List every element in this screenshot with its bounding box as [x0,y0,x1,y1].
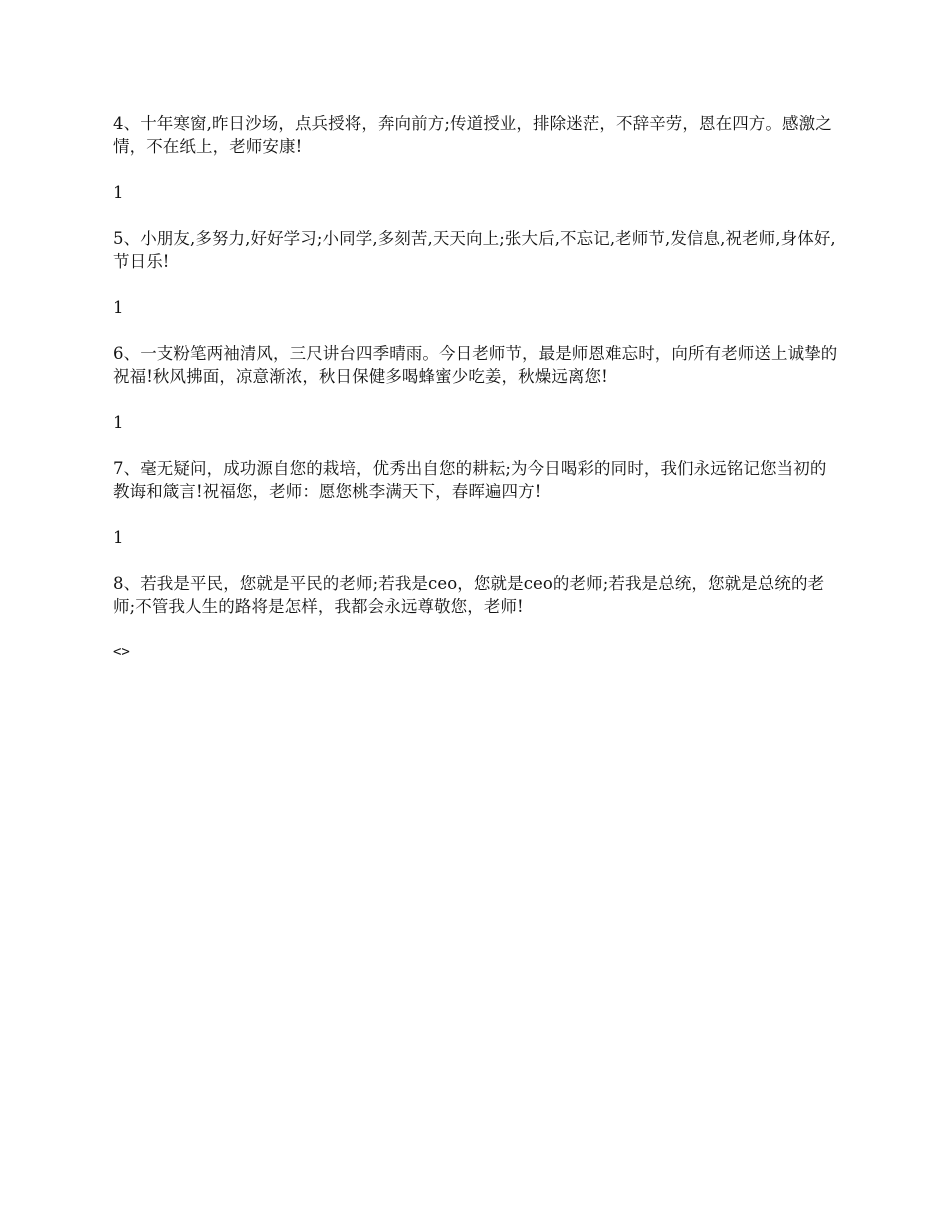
separator-4: 1 [113,528,124,547]
separator-1: 1 [113,183,124,202]
separator-3: 1 [113,413,124,432]
trailer-text: <> [113,644,130,660]
paragraph-4: 4、十年寒窗,昨日沙场，点兵授将，奔向前方;传道授业，排除迷茫，不辞辛劳，恩在四方。感激之情，不在纸上，老师安康! [113,114,832,156]
paragraph-7: 7、毫无疑问，成功源自您的栽培，优秀出自您的耕耘;为今日喝彩的同时，我们永远铭记您当初的教诲和箴言!祝福您，老师：愿您桃李满天下，春晖遍四方! [113,459,827,501]
separator-2: 1 [113,298,124,317]
document-body [113,112,843,664]
paragraph-8: 8、若我是平民，您就是平民的老师;若我是ceo，您就是ceo的老师;若我是总统，您就是总统的老师;不管我人生的路将是怎样，我都会永远尊敬您，老师! [113,574,825,616]
paragraph-5: 5、小朋友,多努力,好好学习;小同学,多刻苦,天天向上;张大后,不忘记,老师节,发信息,祝老师,身体好,节日乐! [113,229,836,271]
paragraph-6: 6、一支粉笔两袖清风，三尺讲台四季晴雨。今日老师节，最是师恩难忘时，向所有老师送上诚挚的祝福!秋风拂面，凉意渐浓，秋日保健多喝蜂蜜少吃姜，秋燥远离您! [113,344,838,386]
